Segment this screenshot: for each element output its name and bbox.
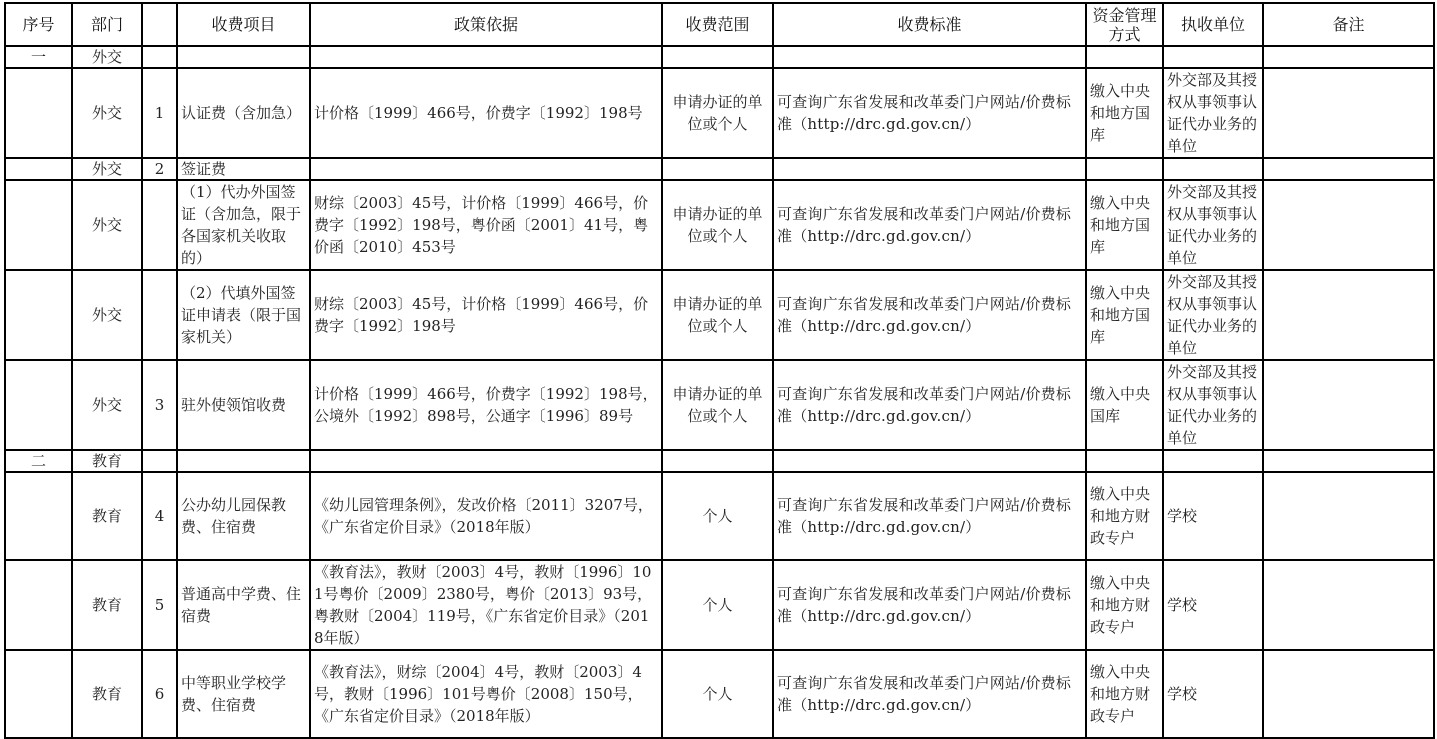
dept-cell: 外交: [72, 68, 142, 158]
fund-cell: [1086, 158, 1163, 180]
section-row: [5, 46, 1434, 68]
table-row: [5, 68, 1434, 158]
header-policy: 政策依据: [310, 3, 662, 46]
table-row: [5, 270, 1434, 360]
collector-cell: 外交部及其授权从事领事认证代办业务的单位: [1163, 270, 1263, 360]
standard-cell: 可查询广东省发展和改革委门户网站/价费标准（http://drc.gd.gov.cn/）: [773, 360, 1086, 450]
policy-cell: 财综〔2003〕45号，计价格〔1999〕466号，价费字〔1992〕198号，粤价函〔2001〕41号，粤价函〔2010〕453号: [310, 180, 662, 270]
fund-cell: 缴入中央和地方财政专户: [1086, 560, 1163, 650]
policy-cell: 计价格〔1999〕466号，价费字〔1992〕198号: [310, 68, 662, 158]
item-cell: 中等职业学校学费、住宿费: [177, 650, 310, 738]
empty-cell: [773, 46, 1086, 68]
collector-cell: 学校: [1163, 472, 1263, 560]
no-cell: 5: [142, 560, 177, 650]
fund-cell: 缴入中央国库: [1086, 360, 1163, 450]
item-cell: 普通高中学费、住宿费: [177, 560, 310, 650]
seq-cell: [5, 68, 72, 158]
note-cell: [1263, 650, 1434, 738]
empty-cell: [142, 46, 177, 68]
note-cell: [1263, 180, 1434, 270]
empty-cell: [773, 450, 1086, 472]
section-dept: 教育: [72, 450, 142, 472]
collector-cell: 学校: [1163, 650, 1263, 738]
item-cell: （2）代填外国签证申请表（限于国家机关）: [177, 270, 310, 360]
table-row: [5, 158, 1434, 180]
standard-cell: [773, 158, 1086, 180]
header-note: 备注: [1263, 3, 1434, 46]
scope-cell: 申请办证的单位或个人: [662, 68, 773, 158]
fund-cell: 缴入中央和地方国库: [1086, 270, 1163, 360]
collector-cell: 外交部及其授权从事领事认证代办业务的单位: [1163, 68, 1263, 158]
item-cell: 驻外使领馆收费: [177, 360, 310, 450]
standard-cell: 可查询广东省发展和改革委门户网站/价费标准（http://drc.gd.gov.cn/）: [773, 650, 1086, 738]
standard-cell: 可查询广东省发展和改革委门户网站/价费标准（http://drc.gd.gov.cn/）: [773, 68, 1086, 158]
fund-cell: 缴入中央和地方财政专户: [1086, 472, 1163, 560]
scope-cell: 申请办证的单位或个人: [662, 180, 773, 270]
empty-cell: [662, 46, 773, 68]
policy-cell: 财综〔2003〕45号，计价格〔1999〕466号，价费字〔1992〕198号: [310, 270, 662, 360]
note-cell: [1263, 158, 1434, 180]
dept-cell: 外交: [72, 180, 142, 270]
empty-cell: [310, 46, 662, 68]
table-row: [5, 650, 1434, 738]
item-cell: 签证费: [177, 158, 310, 180]
table-row: [5, 472, 1434, 560]
header-fund: 资金管理方式: [1086, 3, 1163, 46]
dept-cell: 教育: [72, 472, 142, 560]
fund-cell: 缴入中央和地方财政专户: [1086, 650, 1163, 738]
policy-cell: [310, 158, 662, 180]
section-seq: 一: [5, 46, 72, 68]
seq-cell: [5, 360, 72, 450]
header-standard: 收费标准: [773, 3, 1086, 46]
empty-cell: [142, 450, 177, 472]
dept-cell: 外交: [72, 270, 142, 360]
note-cell: [1263, 472, 1434, 560]
no-cell: [142, 270, 177, 360]
item-cell: （1）代办外国签证（含加急，限于各国家机关收取的）: [177, 180, 310, 270]
empty-cell: [177, 450, 310, 472]
standard-cell: 可查询广东省发展和改革委门户网站/价费标准（http://drc.gd.gov.cn/）: [773, 180, 1086, 270]
collector-cell: [1163, 158, 1263, 180]
dept-cell: 教育: [72, 560, 142, 650]
header-row: [5, 3, 1434, 46]
policy-cell: 《幼儿园管理条例》，发改价格〔2011〕3207号，《广东省定价目录》（2018年版）: [310, 472, 662, 560]
table-row: [5, 360, 1434, 450]
seq-cell: [5, 158, 72, 180]
fund-cell: 缴入中央和地方国库: [1086, 68, 1163, 158]
dept-cell: 外交: [72, 360, 142, 450]
header-collector: 执收单位: [1163, 3, 1263, 46]
table-row: [5, 560, 1434, 650]
policy-cell: 《教育法》，教财〔2003〕4号，教财〔1996〕101号粤价〔2009〕2380号，粤价〔2013〕93号，粤教财〔2004〕119号，《广东省定价目录》（2018年版）: [310, 560, 662, 650]
seq-cell: [5, 650, 72, 738]
standard-cell: 可查询广东省发展和改革委门户网站/价费标准（http://drc.gd.gov.cn/）: [773, 270, 1086, 360]
empty-cell: [1163, 450, 1263, 472]
scope-cell: 申请办证的单位或个人: [662, 360, 773, 450]
no-cell: [142, 180, 177, 270]
header-dept: 部门: [72, 3, 142, 46]
note-cell: [1263, 68, 1434, 158]
note-cell: [1263, 270, 1434, 360]
seq-cell: [5, 270, 72, 360]
dept-cell: 教育: [72, 650, 142, 738]
item-cell: 公办幼儿园保教费、住宿费: [177, 472, 310, 560]
seq-cell: [5, 180, 72, 270]
empty-cell: [662, 450, 773, 472]
note-cell: [1263, 360, 1434, 450]
no-cell: 3: [142, 360, 177, 450]
no-cell: 1: [142, 68, 177, 158]
header-item: 收费项目: [177, 3, 310, 46]
empty-cell: [310, 450, 662, 472]
seq-cell: [5, 560, 72, 650]
header-no: [142, 3, 177, 46]
scope-cell: 个人: [662, 472, 773, 560]
header-seq: 序号: [5, 3, 72, 46]
section-dept: 外交: [72, 46, 142, 68]
empty-cell: [1263, 450, 1434, 472]
item-cell: 认证费（含加急）: [177, 68, 310, 158]
policy-cell: 计价格〔1999〕466号，价费字〔1992〕198号，公境外〔1992〕898号，公通字〔1996〕89号: [310, 360, 662, 450]
empty-cell: [1086, 46, 1163, 68]
no-cell: 6: [142, 650, 177, 738]
section-seq: 二: [5, 450, 72, 472]
no-cell: 2: [142, 158, 177, 180]
empty-cell: [177, 46, 310, 68]
section-row: [5, 450, 1434, 472]
scope-cell: 个人: [662, 650, 773, 738]
standard-cell: 可查询广东省发展和改革委门户网站/价费标准（http://drc.gd.gov.cn/）: [773, 560, 1086, 650]
empty-cell: [1263, 46, 1434, 68]
fee-table: [4, 2, 1435, 739]
fund-cell: 缴入中央和地方国库: [1086, 180, 1163, 270]
scope-cell: [662, 158, 773, 180]
no-cell: 4: [142, 472, 177, 560]
note-cell: [1263, 560, 1434, 650]
seq-cell: [5, 472, 72, 560]
collector-cell: 外交部及其授权从事领事认证代办业务的单位: [1163, 180, 1263, 270]
scope-cell: 个人: [662, 560, 773, 650]
policy-cell: 《教育法》，财综〔2004〕4号，教财〔2003〕4号，教财〔1996〕101号粤价〔2008〕150号，《广东省定价目录》（2018年版）: [310, 650, 662, 738]
table-row: [5, 180, 1434, 270]
collector-cell: 学校: [1163, 560, 1263, 650]
collector-cell: 外交部及其授权从事领事认证代办业务的单位: [1163, 360, 1263, 450]
dept-cell: 外交: [72, 158, 142, 180]
header-scope: 收费范围: [662, 3, 773, 46]
empty-cell: [1163, 46, 1263, 68]
empty-cell: [1086, 450, 1163, 472]
scope-cell: 申请办证的单位或个人: [662, 270, 773, 360]
standard-cell: 可查询广东省发展和改革委门户网站/价费标准（http://drc.gd.gov.cn/）: [773, 472, 1086, 560]
